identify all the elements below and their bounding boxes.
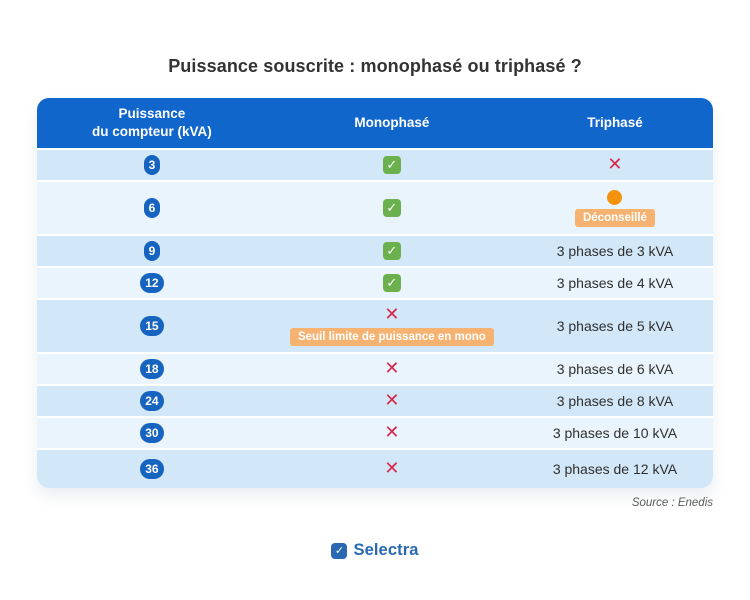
brand-name: Selectra	[353, 541, 419, 559]
cross-icon: ✕	[384, 304, 400, 325]
kva-cell	[37, 419, 267, 447]
kva-badge: 9	[144, 241, 161, 261]
column-header-monophase: Monophasé	[354, 114, 430, 130]
triphase-value: 3 phases de 4 kVA	[556, 275, 674, 291]
cross-icon: ✕	[384, 358, 400, 379]
triphase-value: 3 phases de 10 kVA	[552, 425, 678, 441]
monophase-cell	[267, 238, 517, 264]
triphase-cell	[517, 421, 713, 445]
table-row-6kva	[37, 180, 713, 234]
monophase-cell	[267, 420, 517, 446]
monophase-cell	[267, 152, 517, 178]
brand-footer	[0, 541, 750, 560]
triphase-value: 3 phases de 8 kVA	[556, 393, 674, 409]
table-row-15kva	[37, 298, 713, 352]
triphase-value: 3 phases de 3 kVA	[556, 243, 674, 259]
table-row-12kva	[37, 266, 713, 298]
kva-badge: 3	[144, 155, 161, 175]
triphase-cell	[517, 271, 713, 295]
kva-cell	[37, 355, 267, 383]
check-icon: ✓	[383, 242, 401, 260]
table-row-9kva	[37, 234, 713, 266]
table-row-30kva	[37, 416, 713, 448]
cross-icon: ✕	[384, 422, 400, 443]
table-row-3kva	[37, 148, 713, 180]
triphase-warning-badge: Déconseillé	[575, 209, 655, 227]
kva-badge: 24	[140, 391, 163, 411]
kva-cell	[37, 194, 267, 222]
table-row-36kva	[37, 448, 713, 488]
kva-cell	[37, 269, 267, 297]
monophase-cell	[267, 356, 517, 382]
kva-badge: 15	[140, 316, 163, 336]
monophase-cell	[267, 270, 517, 296]
kva-cell	[37, 387, 267, 415]
triphase-cell	[517, 152, 713, 178]
check-icon: ✓	[383, 274, 401, 292]
check-icon: ✓	[383, 156, 401, 174]
table-row-18kva	[37, 352, 713, 384]
triphase-cell	[517, 389, 713, 413]
monophase-cell	[267, 302, 517, 350]
triphase-cell	[517, 239, 713, 263]
monophase-cell	[267, 195, 517, 221]
triphase-value: 3 phases de 12 kVA	[552, 461, 678, 477]
kva-badge: 18	[140, 359, 163, 379]
power-table	[37, 98, 713, 488]
column-header-triphase: Triphasé	[587, 114, 643, 130]
triphase-cell	[517, 314, 713, 338]
kva-cell	[37, 455, 267, 483]
triphase-cell	[517, 457, 713, 481]
kva-badge: 30	[140, 423, 163, 443]
page-title: Puissance souscrite : monophasé ou triphasé ?	[168, 56, 582, 76]
table-row-24kva	[37, 384, 713, 416]
source-note: Source : Enedis	[631, 497, 713, 509]
column-header-kva	[37, 105, 267, 141]
triphase-cell	[517, 357, 713, 381]
warning-dot-icon	[607, 190, 622, 205]
check-icon: ✓	[383, 199, 401, 217]
monophase-warning-badge: Seuil limite de puissance en mono	[290, 328, 494, 346]
kva-cell	[37, 151, 267, 179]
column-header-kva-line2: du compteur (kVA)	[92, 124, 212, 139]
table-header-row	[37, 98, 713, 148]
kva-badge: 36	[140, 459, 163, 479]
kva-cell	[37, 237, 267, 265]
triphase-value: 3 phases de 5 kVA	[556, 318, 674, 334]
column-header-kva-line1: Puissance	[118, 105, 186, 121]
selectra-check-icon	[331, 543, 347, 559]
kva-cell	[37, 312, 267, 340]
kva-badge: 12	[140, 273, 163, 293]
monophase-cell	[267, 388, 517, 414]
cross-icon: ✕	[607, 154, 623, 175]
triphase-value: 3 phases de 6 kVA	[556, 361, 674, 377]
cross-icon: ✕	[384, 390, 400, 411]
table-body	[37, 148, 713, 488]
triphase-cell	[517, 186, 713, 231]
kva-badge: 6	[144, 198, 161, 218]
cross-icon: ✕	[384, 458, 400, 479]
selectra-check-glyph: ✓	[334, 544, 345, 557]
monophase-cell	[267, 456, 517, 482]
